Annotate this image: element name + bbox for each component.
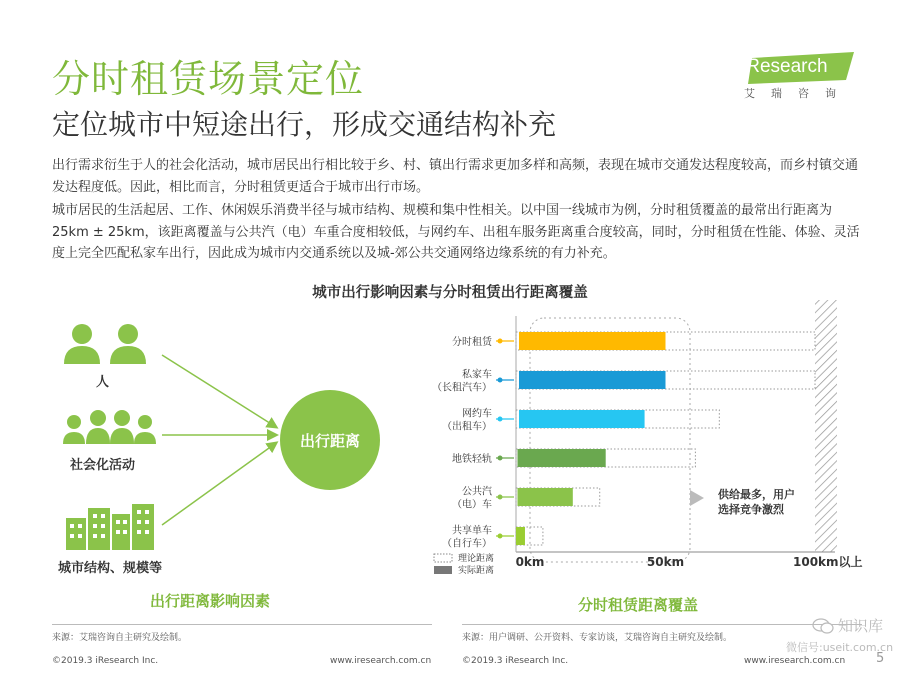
footer-copyright-right: ©2019.3 iResearch Inc. [462, 656, 569, 666]
page-number: 5 [876, 651, 885, 666]
chat-bubble-icon [812, 617, 834, 635]
distance-coverage-chart [420, 300, 880, 590]
category-label: 分时租赁 [452, 337, 492, 348]
category-label: 公共汽 [462, 486, 492, 498]
category-label: 网约车 [462, 408, 492, 420]
focus-box [530, 318, 690, 562]
actual-bar [517, 449, 605, 467]
actual-bar [516, 527, 525, 545]
category-dot [498, 378, 503, 383]
buildings-icon [64, 500, 156, 550]
footer-url-right: www.iresearch.com.cn [744, 656, 846, 666]
watermark-line2: 微信号:useit.com.cn [786, 641, 894, 654]
category-label: 共享单车 [452, 525, 492, 537]
category-dot [498, 417, 503, 422]
footer-url-left: www.iresearch.com.cn [330, 656, 432, 666]
legend-label-actual: 实际距离 [458, 566, 495, 576]
body-paragraph-2: 城市居民的生活起居、工作、休闲娱乐消费半径与城市结构、规模和集中性相关。以中国一线城市为例，分时租赁覆盖的最常出行距离为25km ± 25km，该距离覆盖与公共汽（电）车重合度相较低，与网约车、出租车服务距离重合度较高，同时，分时租赁在性能、体验、灵活度上完全匹配私家车出行，因此成为城市内交通系统以及城-郊公共交通网络边缘系统的有力补充。 [52, 203, 860, 261]
category-label: 私家车 [462, 369, 492, 381]
brand-chinese-name: 艾瑞咨询 [744, 87, 852, 100]
legend-label-theory: 理论距离 [458, 554, 495, 564]
group-icon [60, 408, 160, 448]
annotation-arrow-icon [690, 490, 704, 506]
annotation-text: 选择竞争激烈 [718, 503, 784, 516]
footer-copyright-left: ©2019.3 iResearch Inc. [52, 656, 159, 666]
actual-bar [519, 371, 666, 389]
right-figure-caption: 分时租赁距离覆盖 [578, 596, 699, 614]
body-paragraph-1: 出行需求衍生于人的社会化活动，城市居民出行相比较于乡、村、镇出行需求更加多样和高频，表现在城市交通发达程度较高，而乡村镇交通发达程度低。因此，相比而言，分时租赁更适合于城市出行市场。 [52, 158, 859, 195]
category-dot [498, 534, 503, 539]
limit-hatch [815, 300, 837, 552]
x-tick-label: 50km [646, 555, 685, 569]
legend-swatch-actual [434, 566, 452, 574]
factor-label-people: 人 [96, 375, 110, 390]
left-figure-caption: 出行距离影响因素 [150, 592, 271, 610]
category-label: （电）车 [452, 499, 492, 511]
legend-swatch-theory [434, 554, 452, 562]
category-dot [498, 456, 503, 461]
page-subtitle: 定位城市中短途出行，形成交通结构补充 [52, 108, 557, 141]
brand-wordmark: iResearch [742, 56, 828, 77]
travel-distance-circle: 出行距离 [280, 390, 380, 490]
arrow-city [162, 443, 276, 525]
factor-label-city: 城市结构、规模等 [58, 561, 163, 576]
actual-bar [517, 488, 572, 506]
footer-rule-right [462, 624, 862, 625]
actual-bar [519, 410, 645, 428]
arrow-people [162, 355, 276, 427]
category-label: （出租车） [442, 421, 492, 433]
footer-rule-left [52, 624, 432, 625]
category-label: （长租汽车） [432, 382, 492, 394]
watermark-line1: 知识库 [838, 617, 884, 635]
category-dot [498, 495, 503, 500]
footer-source-right: 来源：用户调研、公开资料、专家访谈，艾瑞咨询自主研究及绘制。 [462, 633, 733, 643]
x-tick-label: 0km [515, 555, 545, 569]
footer-source-left: 来源：艾瑞咨询自主研究及绘制。 [52, 633, 188, 643]
x-tick-label: 100km以上 [793, 555, 863, 569]
category-dot [498, 339, 503, 344]
brand-logo [742, 50, 862, 105]
page-title: 分时租赁场景定位 [52, 57, 365, 101]
factor-label-social: 社会化活动 [70, 458, 136, 473]
figure-title: 城市出行影响因素与分时租赁出行距离覆盖 [312, 285, 588, 301]
annotation-text: 供给最多，用户 [718, 488, 795, 501]
category-label: 地铁轻轨 [452, 454, 492, 465]
people-icon [60, 322, 155, 367]
category-label: （自行车） [442, 538, 492, 550]
actual-bar [519, 332, 666, 350]
